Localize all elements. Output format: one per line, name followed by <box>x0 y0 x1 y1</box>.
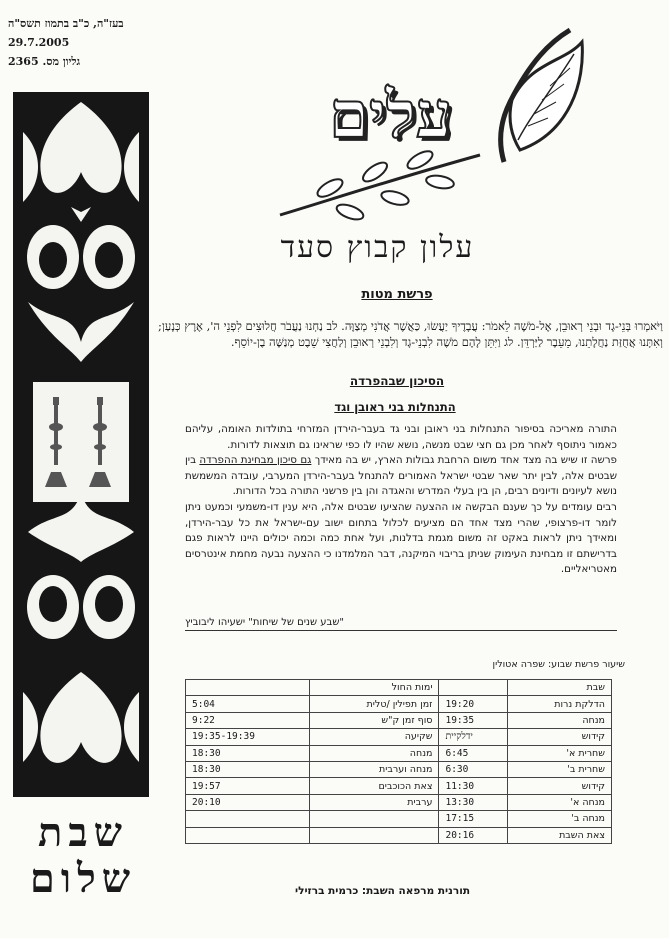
weekday-time <box>186 827 310 843</box>
shabbat-time: 6:45 <box>439 745 507 761</box>
parasha-title: פרשת מטות <box>361 287 433 302</box>
date-hebrew: בעז"ה, כ"ב בתמוז תשס"ה <box>8 17 124 30</box>
weekday-label: שקיעה <box>310 729 439 745</box>
shabbat-time: ידלקיית <box>439 729 507 745</box>
weekday-label: מנחה <box>310 745 439 761</box>
article-paragraph-3: רבים עומדים על כך שענם הבקשה או ההצעה שהציעו שבטים אלה, היא ענין דו-משמעי וכמעט ניתן לומר דו-פרצופי, שהרי מצד אחד הם מציעים לכלול בתחום ישוב עם-ישראל את כל עבר-הירדן, ומאידך ניתן לראות באקט זה משום מגמת בדלנות, ועל אחת כמה וכמה יכולים היינו לראות פגם בדרישתם זו מבחינת העימוק שניתן בריבוי המיקנה, דבר המלמדנו כי ההצעה נבעה מחמת אינטרסים מאטריאליים. <box>185 500 617 576</box>
parasha-verse: וַיֹּאמְרוּ בְּנֵי-גָד וּבְנֵי רְאוּבֵן, אֶל-מֹשֶׁה לֵאמֹר: עֲבָדֶיךָ יַעֲשׂוּ, כַּאֲשֶׁר אֲדֹנִי מְצַוֶּה. לב נַחְנוּ נַעֲבֹר חֲלוּצִים לִפְנֵי ה', אֶרֶץ כְּנָעַן; וְאִתָּנוּ אֲחֻזַּת נַחֲלָתֵנוּ, מֵעֵבֶר לַיַּרְדֵּן. לג וַיִּתֵּן לָהֶם מֹשֶׁה לִבְנֵי-גָד וְלִבְנֵי רְאוּבֵן וְלַחֲצִי שֵׁבֶט מְנַשֶּׁה בֶן-יוֹסֵף. <box>158 319 663 349</box>
shabbat-shalom <box>8 810 158 902</box>
shabbat-label: מנחה <box>507 712 611 728</box>
header-weekday-time <box>186 680 310 696</box>
weekday-label <box>310 811 439 827</box>
shalom-word: שלום <box>29 855 137 902</box>
article-p2-end: בין שבטים אלה, לבין יתר שאר שבטי ישראל האמורים להתנחל בעבר-הירדן המערבי, עובדה המשמשת נושא לעיונים ודיונים רבים, הן בין בעלי המדרש והאגדה והן בין פרשני התורה בכל הדורות. <box>185 454 617 498</box>
logo-subtitle: עלון קבוץ סעד <box>280 230 475 265</box>
table-row <box>186 827 612 843</box>
clinic-duty-footer: תורנית מרפאה השבת: כרמית ברזילי <box>295 885 470 897</box>
weekday-label: ערבית <box>310 794 439 810</box>
table-row <box>186 778 612 794</box>
shabbat-label: קידוש <box>507 729 611 745</box>
issue-meta <box>8 14 140 71</box>
shabbat-time: 13:30 <box>439 794 507 810</box>
article-paragraph-1: התורה מאריכה בסיפור התנחלות בני ראובן ובני גד בעבר-הירדן המזרחי בתולדות האומה, עליהם כאמור ניתוסף לאחר מכן גם חצי שבט מנשה, נושא שהיו לו כפי שראינו גם תוצאות לדורות. <box>185 423 617 451</box>
shabbat-time: 17:15 <box>439 811 507 827</box>
weekday-label <box>310 827 439 843</box>
weekday-time: 5:04 <box>186 696 310 712</box>
weekday-time <box>186 811 310 827</box>
article-title: הסיכון שבהפרדה <box>349 374 445 388</box>
shabbat-label: מנחה ב' <box>507 811 611 827</box>
weekday-time: 18:30 <box>186 761 310 777</box>
date-gregorian: 29.7.2005 <box>8 36 70 49</box>
article-body <box>185 422 617 578</box>
weekday-label: סוף זמן ק"ש <box>310 712 439 728</box>
shabbat-label: הדלקת נרות <box>507 696 611 712</box>
header-shabbat: שבת <box>507 680 611 696</box>
ornament-pattern-icon <box>13 92 149 797</box>
olive-branch-icon <box>270 140 490 230</box>
table-row <box>186 811 612 827</box>
shabbat-time: 11:30 <box>439 778 507 794</box>
issue-number: גליון מס. 2365 <box>8 55 81 68</box>
weekday-label: מנחה וערבית <box>310 761 439 777</box>
table-header-row <box>186 680 612 696</box>
logo-title-text: עלים <box>329 78 452 153</box>
article-paragraph-2 <box>185 453 617 500</box>
weekday-time: 18:30 <box>186 745 310 761</box>
table-row <box>186 745 612 761</box>
weekday-label: זמן תפילין /טלית <box>310 696 439 712</box>
decorative-column <box>13 92 149 797</box>
shabbat-time: 20:16 <box>439 827 507 843</box>
weekday-time: 9:22 <box>186 712 310 728</box>
shabbat-word: שבת <box>38 809 128 856</box>
shabbat-time: 6:30 <box>439 761 507 777</box>
table-row <box>186 794 612 810</box>
table-row <box>186 696 612 712</box>
teacher-line: שיעור פרשת שבוע: שפרה אטולין <box>492 659 625 670</box>
shabbat-label: שחרית ב' <box>507 761 611 777</box>
shabbat-time: 19:35 <box>439 712 507 728</box>
shabbat-time: 19:20 <box>439 696 507 712</box>
weekday-label: צאת הכוכבים <box>310 778 439 794</box>
article-subtitle: התנחלות בני ראובן וגד <box>334 400 456 414</box>
weekday-time: 19:35-19:39 <box>186 729 310 745</box>
header-shabbat-time <box>439 680 507 696</box>
shabbat-label: צאת השבת <box>507 827 611 843</box>
table-row <box>186 712 612 728</box>
table-row <box>186 761 612 777</box>
shabbat-label: שחרית א' <box>507 745 611 761</box>
weekday-time: 19:57 <box>186 778 310 794</box>
shabbat-label: מנחה א' <box>507 794 611 810</box>
prayer-schedule-table <box>185 679 612 844</box>
article-p2-underlined: גם סיכון מבחינת ההפרדה <box>199 454 312 467</box>
weekday-time: 20:10 <box>186 794 310 810</box>
article-source-quote: "שבע שנים של שיחות" ישעיהו ליבוביץ <box>185 617 617 631</box>
shabbat-label: קידוש <box>507 778 611 794</box>
header-weekday: ימות החול <box>310 680 439 696</box>
article-p2-start: פרשה זו שיש בה מצד אחד משום הרחבת גבולות הארץ, יש בה מאידך <box>311 454 617 467</box>
table-row <box>186 729 612 745</box>
